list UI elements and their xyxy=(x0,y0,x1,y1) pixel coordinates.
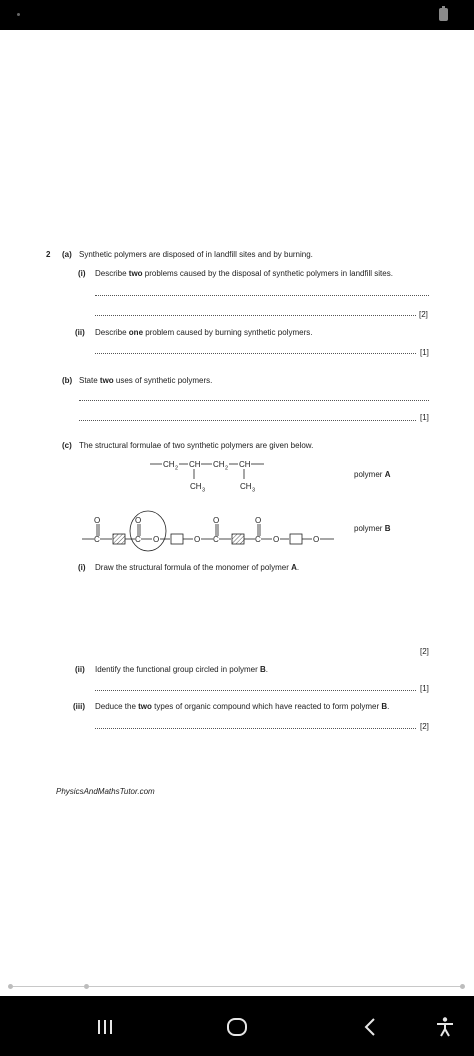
atom-o: O xyxy=(313,535,320,544)
answer-line[interactable] xyxy=(95,690,416,691)
part-c-label: (c) xyxy=(62,441,72,450)
part-c-ii-text: Identify the functional group circled in polymer B. xyxy=(95,665,268,674)
marks-b: [1] xyxy=(420,413,429,422)
marks-a-i: [2] xyxy=(419,310,428,319)
answer-line[interactable] xyxy=(95,315,416,316)
subscript: 3 xyxy=(252,487,256,494)
answer-line[interactable] xyxy=(79,400,429,401)
part-a-label: (a) xyxy=(62,250,72,259)
part-c-text: The structural formulae of two synthetic polymers are given below. xyxy=(79,441,314,450)
answer-line[interactable] xyxy=(79,420,416,421)
answer-line[interactable] xyxy=(95,353,416,354)
status-bar xyxy=(0,0,474,30)
atom-o: O xyxy=(94,516,101,525)
answer-line[interactable] xyxy=(95,295,429,296)
hatched-square xyxy=(113,534,125,544)
subscript: 3 xyxy=(202,487,206,494)
atom-o: O xyxy=(213,516,220,525)
atom-c: C xyxy=(94,535,100,544)
home-icon[interactable] xyxy=(220,1010,254,1044)
scrollbar-end-handle[interactable] xyxy=(460,984,465,989)
marks-c-i: [2] xyxy=(420,647,429,656)
atom-ch: CH xyxy=(239,460,251,469)
atom-ch3: CH xyxy=(240,482,252,491)
polymer-a-formula xyxy=(148,454,278,494)
battery-icon xyxy=(439,8,448,21)
navigation-bar xyxy=(0,996,474,1056)
footer-source: PhysicsAndMathsTutor.com xyxy=(56,787,155,796)
back-icon[interactable] xyxy=(354,1010,388,1044)
atom-c: C xyxy=(255,535,261,544)
part-b-text: State two uses of synthetic polymers. xyxy=(79,376,213,385)
marks-c-iii: [2] xyxy=(420,722,429,731)
part-c-ii-label: (ii) xyxy=(75,665,85,674)
part-a-ii-label: (ii) xyxy=(75,328,85,337)
scrollbar-start-handle[interactable] xyxy=(8,984,13,989)
open-square xyxy=(290,534,302,544)
subscript: 2 xyxy=(175,465,179,472)
part-c-i-label: (i) xyxy=(78,563,86,572)
polymer-b-formula xyxy=(80,500,340,560)
atom-c: C xyxy=(135,535,141,544)
document-page[interactable] xyxy=(0,30,474,988)
atom-o: O xyxy=(273,535,280,544)
answer-line[interactable] xyxy=(95,728,416,729)
part-a-i-label: (i) xyxy=(78,269,86,278)
recent-apps-icon[interactable] xyxy=(88,1010,122,1044)
scrollbar-thumb[interactable] xyxy=(84,984,89,989)
horizontal-scrollbar[interactable] xyxy=(8,985,468,988)
atom-o: O xyxy=(194,535,201,544)
atom-o: O xyxy=(135,516,142,525)
marks-c-ii: [1] xyxy=(420,684,429,693)
accessibility-icon[interactable] xyxy=(428,1010,462,1044)
atom-ch2: CH xyxy=(213,460,225,469)
atom-ch2: CH xyxy=(163,460,175,469)
atom-o: O xyxy=(153,535,160,544)
functional-group-circle xyxy=(130,511,166,551)
polymer-b-label: polymer B xyxy=(354,524,391,533)
open-square xyxy=(171,534,183,544)
marks-a-ii: [1] xyxy=(420,348,429,357)
part-c-i-text: Draw the structural formula of the monomer of polymer A. xyxy=(95,563,300,572)
question-number: 2 xyxy=(46,250,51,259)
part-a-ii-text: Describe one problem caused by burning synthetic polymers. xyxy=(95,328,313,337)
scrollbar-track xyxy=(12,986,464,987)
part-b-label: (b) xyxy=(62,376,73,385)
atom-c: C xyxy=(213,535,219,544)
atom-o: O xyxy=(255,516,262,525)
part-a-text: Synthetic polymers are disposed of in landfill sites and by burning. xyxy=(79,250,313,259)
notification-dot-icon xyxy=(17,13,20,16)
atom-ch3: CH xyxy=(190,482,202,491)
atom-ch: CH xyxy=(189,460,201,469)
part-a-i-text: Describe two problems caused by the disposal of synthetic polymers in landfill sites. xyxy=(95,269,393,278)
part-c-iii-text: Deduce the two types of organic compound which have reacted to form polymer B. xyxy=(95,702,390,711)
part-c-iii-label: (iii) xyxy=(73,702,85,711)
polymer-a-label: polymer A xyxy=(354,470,391,479)
subscript: 2 xyxy=(225,465,229,472)
hatched-square xyxy=(232,534,244,544)
